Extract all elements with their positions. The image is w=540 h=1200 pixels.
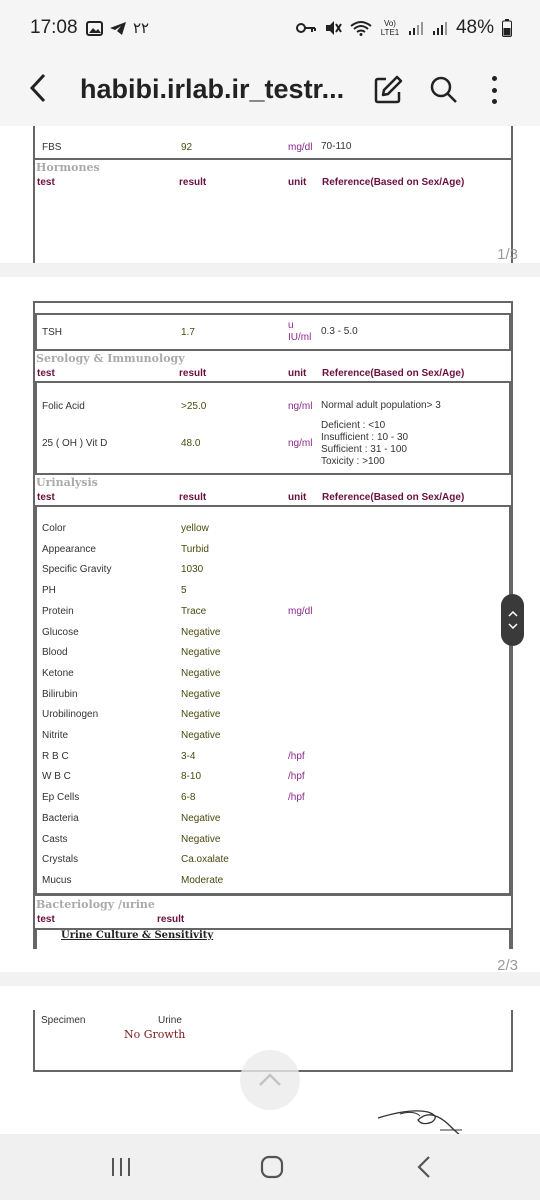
network-label: Vo) LTE1 xyxy=(380,19,400,37)
urinalysis-test: Appearance xyxy=(42,544,96,555)
urinalysis-test: Crystals xyxy=(42,854,79,865)
fast-scroll-handle[interactable] xyxy=(501,594,524,646)
urinalysis-unit: /hpf xyxy=(288,771,305,782)
tsh-unit-bottom: IU/ml xyxy=(288,332,312,343)
urinalysis-test: R B C xyxy=(42,751,69,762)
urinalysis-test: Color xyxy=(42,523,66,534)
header-ref: Reference(Based on Sex/Age) xyxy=(322,177,465,188)
specimen-label: Specimen xyxy=(41,1015,86,1026)
urinalysis-header-result: result xyxy=(179,492,207,503)
urinalysis-result: Negative xyxy=(181,730,221,741)
urinalysis-header-unit: unit xyxy=(288,492,307,503)
search-button[interactable] xyxy=(428,74,460,106)
urinalysis-unit: /hpf xyxy=(288,792,305,803)
edit-button[interactable] xyxy=(372,74,404,106)
chevron-up-icon xyxy=(258,1073,282,1087)
fbs-ref: 70-110 xyxy=(321,141,352,152)
urinalysis-header-test: test xyxy=(37,492,55,503)
fbs-unit: mg/dl xyxy=(288,142,313,153)
system-navigation-bar xyxy=(0,1134,540,1200)
signal-icon-1 xyxy=(408,20,424,36)
urinalysis-result: Negative xyxy=(181,834,221,845)
signature-image xyxy=(370,1094,480,1134)
chevron-down-icon xyxy=(508,623,518,629)
urinalysis-test: Blood xyxy=(42,647,68,658)
chevron-up-icon xyxy=(508,611,518,617)
signal-icon-2 xyxy=(432,20,448,36)
urinalysis-result: Negative xyxy=(181,668,221,679)
urinalysis-result: 3-4 xyxy=(181,751,196,762)
urinalysis-result: 6-8 xyxy=(181,792,196,803)
urinalysis-test: Casts xyxy=(42,834,68,845)
back-nav-button[interactable] xyxy=(404,1152,444,1182)
bact-header-result: result xyxy=(157,914,185,925)
tsh-result: 1.7 xyxy=(181,327,195,338)
urinalysis-test: Protein xyxy=(42,606,74,617)
urinalysis-test: Glucose xyxy=(42,627,79,638)
urinalysis-result: Ca.oxalate xyxy=(181,854,229,865)
tsh-test: TSH xyxy=(42,327,62,338)
more-dot-icon xyxy=(492,88,497,93)
urinalysis-test: PH xyxy=(42,585,56,596)
home-button[interactable] xyxy=(252,1152,292,1182)
vitd-unit: ng/ml xyxy=(288,438,313,449)
urinalysis-result: Negative xyxy=(181,813,221,824)
specimen-value: Urine xyxy=(158,1015,182,1026)
vitd-ref-line: Sufficient : 31 - 100 xyxy=(321,444,407,455)
gallery-icon xyxy=(86,21,103,36)
urinalysis-test: W B C xyxy=(42,771,71,782)
status-right xyxy=(296,17,512,39)
urinalysis-result: Turbid xyxy=(181,544,209,555)
urinalysis-unit: /hpf xyxy=(288,751,305,762)
urinalysis-unit: mg/dl xyxy=(288,606,313,617)
header-result: result xyxy=(179,177,207,188)
fbs-row-box xyxy=(33,126,513,160)
folic-test: Folic Acid xyxy=(42,401,85,412)
hormones-title: Hormones xyxy=(36,161,100,174)
edit-icon xyxy=(372,74,404,106)
urinalysis-result: 1030 xyxy=(181,564,204,575)
serology-header-ref: Reference(Based on Sex/Age) xyxy=(322,368,465,379)
page-number-2: 2/3 xyxy=(497,957,518,972)
back-icon xyxy=(417,1155,431,1179)
urinalysis-title: Urinalysis xyxy=(36,476,98,489)
pdf-page-1 xyxy=(0,126,540,263)
serology-header-result: result xyxy=(179,368,207,379)
urinalysis-test: Mucus xyxy=(42,875,72,886)
search-icon xyxy=(428,74,460,106)
pdf-page-2-content xyxy=(0,277,540,949)
bacteriology-divider xyxy=(35,895,511,897)
serology-header-unit: unit xyxy=(288,368,307,379)
urinalysis-result: Negative xyxy=(181,709,221,720)
urinalysis-test: Specific Gravity xyxy=(42,564,112,575)
battery-icon xyxy=(502,19,512,37)
more-dot-icon xyxy=(492,99,497,104)
fbs-test: FBS xyxy=(42,142,62,153)
more-dot-icon xyxy=(492,76,497,81)
vitd-ref-line: Deficient : <10 xyxy=(321,420,386,431)
urinalysis-test: Bacteria xyxy=(42,813,79,824)
urinalysis-result: Negative xyxy=(181,689,221,700)
notification-count: ۲۲ xyxy=(133,20,150,37)
recent-apps-icon xyxy=(110,1157,132,1177)
vitd-ref-line: Toxicity : >100 xyxy=(321,456,385,467)
vitd-test: 25 ( OH ) Vit D xyxy=(42,438,108,449)
urinalysis-test: Ep Cells xyxy=(42,792,80,803)
folic-unit: ng/ml xyxy=(288,401,313,412)
urinalysis-result: Moderate xyxy=(181,875,224,886)
app-bar xyxy=(0,58,540,126)
header-unit: unit xyxy=(288,177,307,188)
status-bar xyxy=(0,0,540,58)
chevron-left-icon xyxy=(28,72,48,104)
status-time: 17:08 xyxy=(30,17,78,38)
folic-ref: Normal adult population> 3 xyxy=(321,400,441,411)
back-button[interactable] xyxy=(28,72,48,110)
urinalysis-result: Negative xyxy=(181,647,221,658)
tsh-row-box xyxy=(35,313,511,351)
culture-title: Urine Culture & Sensitivity xyxy=(61,930,214,941)
key-icon xyxy=(296,22,316,34)
serology-title: Serology & Immunology xyxy=(36,352,185,365)
header-test: test xyxy=(37,177,55,188)
bact-header-test: test xyxy=(37,914,55,925)
urinalysis-test: Nitrite xyxy=(42,730,69,741)
more-options-button[interactable] xyxy=(482,72,506,108)
urinalysis-header-ref: Reference(Based on Sex/Age) xyxy=(322,492,465,503)
urinalysis-test: Bilirubin xyxy=(42,689,78,700)
battery-percent: 48% xyxy=(455,17,494,38)
urinalysis-result: yellow xyxy=(181,523,209,534)
urinalysis-result: Negative xyxy=(181,627,221,638)
urinalysis-result: 8-10 xyxy=(181,771,202,782)
vitd-ref-line: Insufficient : 10 - 30 xyxy=(321,432,409,443)
home-icon xyxy=(260,1155,284,1179)
urinalysis-test: Ketone xyxy=(42,668,74,679)
page-title: habibi.irlab.ir_testr... xyxy=(80,74,345,104)
mute-icon xyxy=(324,20,342,36)
recent-apps-button[interactable] xyxy=(101,1152,141,1182)
tsh-ref: 0.3 - 5.0 xyxy=(321,326,358,337)
tsh-unit-top: u xyxy=(288,320,294,331)
folic-result: >25.0 xyxy=(181,401,207,412)
page-number-1: 1/3 xyxy=(497,246,518,263)
urinalysis-result: Trace xyxy=(181,606,207,617)
scroll-to-top-button[interactable] xyxy=(240,1050,300,1110)
notification-icons xyxy=(86,19,149,37)
bacteriology-title: Bacteriology /urine xyxy=(36,898,155,911)
serology-header-test: test xyxy=(37,368,55,379)
fbs-result: 92 xyxy=(181,142,193,153)
growth-result: No Growth xyxy=(124,1028,186,1041)
serology-box xyxy=(35,381,511,475)
urinalysis-result: 5 xyxy=(181,585,187,596)
wifi-icon xyxy=(350,20,372,36)
telegram-icon xyxy=(109,21,127,36)
vitd-result: 48.0 xyxy=(181,438,201,449)
urinalysis-test: Urobilinogen xyxy=(42,709,99,720)
